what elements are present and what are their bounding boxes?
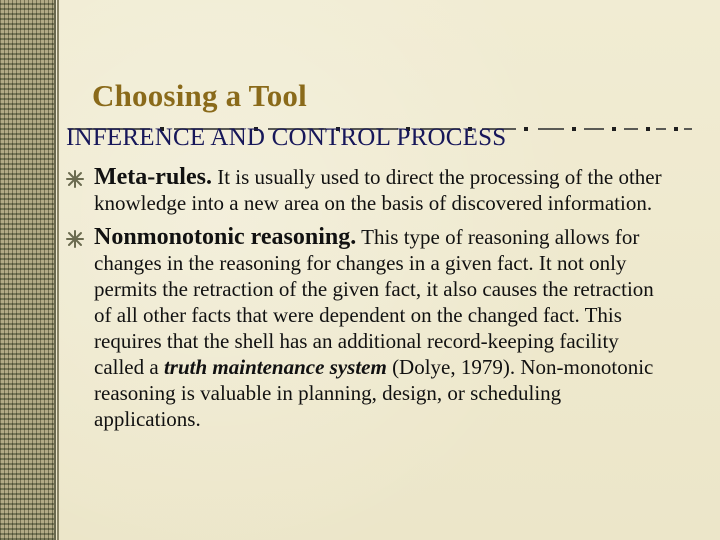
bullet-lead: Meta-rules.: [94, 164, 212, 190]
divider-dot: [524, 127, 528, 131]
asterisk-star-icon: [66, 230, 84, 248]
bullet-text-before: This type of reasoning allows for changes in the reasoning for changes in a given fact. It not only permits the retraction of the given fact, it also causes the retraction of all other facts that were dependent on the changed fact. This requires that the shell has an additional record-keeping facility called a: [94, 225, 654, 379]
bullet-item-nonmonotonic: [66, 224, 666, 432]
bullet-emphasis: truth maintenance system: [163, 355, 387, 379]
bullet-item-meta-rules: [66, 164, 666, 216]
border-edge-line: [57, 0, 59, 540]
divider-dot: [612, 127, 616, 131]
slide-title: Choosing a Tool: [92, 78, 307, 113]
divider-dot: [646, 127, 650, 131]
bullet-lead: Nonmonotonic reasoning.: [94, 224, 357, 250]
divider-dash: [584, 128, 604, 130]
divider-dash: [538, 128, 564, 130]
divider-dot: [674, 127, 678, 131]
decorative-left-border: [0, 0, 56, 540]
bullet-text: It is usually used to direct the processing of the other knowledge into a new area on the basis of discovered information.: [94, 165, 662, 215]
divider-dash: [624, 128, 638, 130]
bullet-list: [66, 164, 666, 440]
asterisk-star-icon: [66, 170, 84, 188]
divider-dash: [684, 128, 692, 130]
divider-dot: [572, 127, 576, 131]
border-texture: [0, 0, 56, 540]
bullet-text-after: (Dolye, 1979). Non-monotonic reasoning is valuable in planning, design, or scheduling applications.: [94, 355, 654, 431]
slide-subtitle: INFERENCE AND CONTROL PROCESS: [66, 124, 507, 151]
divider-dash: [656, 128, 666, 130]
